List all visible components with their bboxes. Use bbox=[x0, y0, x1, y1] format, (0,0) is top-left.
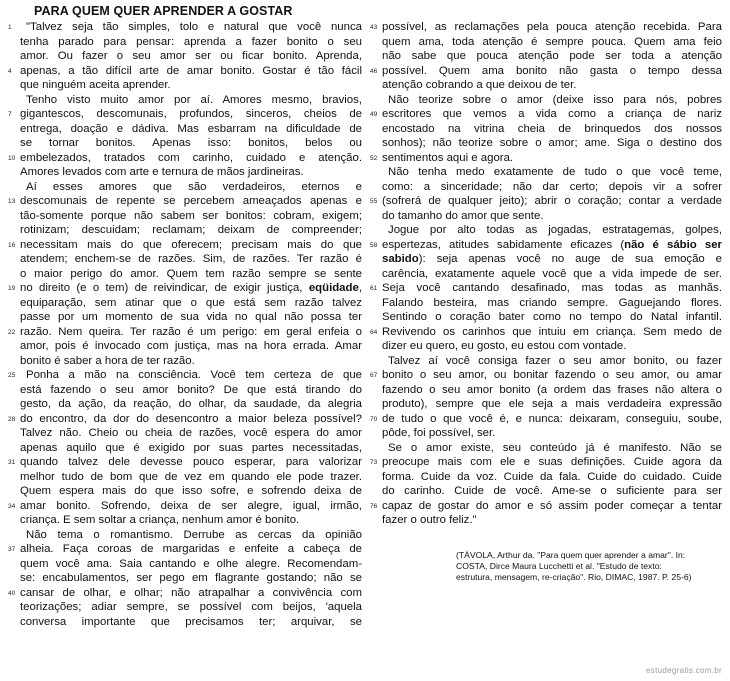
text-line bbox=[8, 542, 362, 557]
text-line bbox=[370, 209, 722, 224]
line-number: 37 bbox=[8, 546, 16, 553]
line-number: 1 bbox=[8, 24, 12, 31]
text-line bbox=[8, 310, 362, 325]
citation-line: estrutura, mensagem, re-criação". Rio, DIMAC, 1987. P. 25-6) bbox=[456, 572, 692, 582]
line-text: cansar de olhar, e olhar; não atrapalhar a convivência com bbox=[20, 586, 362, 599]
line-text: embelezados, tratados com carinho, cuidado e atenção. bbox=[20, 151, 362, 164]
text-line bbox=[8, 600, 362, 615]
text-line bbox=[370, 441, 722, 456]
text-line bbox=[8, 397, 362, 412]
line-number: 28 bbox=[8, 415, 16, 423]
text-line bbox=[370, 354, 722, 369]
line-text: rotinizam; descuidam; reclamam; deixam de compreender; bbox=[20, 224, 362, 236]
line-number: 55 bbox=[370, 198, 378, 205]
text-line bbox=[370, 470, 722, 485]
line-number: 52 bbox=[370, 154, 378, 162]
line-number: 61 bbox=[370, 285, 378, 292]
line-text: gigantescos, descomunais, profundos, sinceros, cheios de bbox=[20, 108, 362, 120]
text-line bbox=[8, 281, 362, 296]
line-text: atendem; enchem-se de razões. Sim, de razões. Ter razão é bbox=[20, 253, 362, 265]
line-text: quem você ama. Saia cantando e olhe alegre. Recomendam- bbox=[20, 557, 362, 570]
line-text: Aí esses amores que são verdadeiros, eternos e bbox=[26, 180, 362, 193]
text-line bbox=[370, 180, 722, 195]
line-text: sonhos); não teorize sobre o amor; ame. Siga o destino dos bbox=[382, 137, 722, 149]
line-text: passe por um momento de sua vida no qual não possa ter bbox=[20, 311, 362, 323]
text-line bbox=[370, 107, 722, 122]
text-line bbox=[8, 122, 362, 137]
text-line bbox=[370, 310, 722, 325]
text-line bbox=[8, 484, 362, 499]
text-line bbox=[8, 64, 362, 79]
text-line bbox=[8, 513, 362, 528]
line-text: Falando besteira, mas criando sempre. Gaguejando flores. bbox=[382, 296, 722, 309]
line-number: 34 bbox=[8, 502, 16, 510]
line-text: sabido): seja apenas você no auge de sua emoção e bbox=[382, 253, 722, 265]
line-text: bonito é saber a hora de ter razão. bbox=[20, 354, 195, 367]
text-line bbox=[8, 412, 362, 427]
line-text: pôde, foi possível, ser. bbox=[382, 427, 496, 439]
text-line bbox=[8, 615, 362, 630]
text-line bbox=[8, 470, 362, 485]
text-line bbox=[8, 528, 362, 543]
line-text: possível. Quem ama bonito não gasta o tempo dessa bbox=[382, 64, 722, 77]
line-text: criança. E sem soltar a criança, nenhum amor é bonito. bbox=[20, 514, 300, 526]
text-line bbox=[370, 484, 722, 499]
line-text: está fazendo o seu amor bonito? De que está tirando do bbox=[20, 383, 362, 396]
left-text-column bbox=[8, 20, 362, 629]
text-line bbox=[8, 383, 362, 398]
text-line bbox=[8, 368, 362, 383]
line-text: capaz de gostar do amor e só assim poder começar a tentar bbox=[382, 499, 722, 512]
line-number: 46 bbox=[370, 67, 378, 75]
line-number: 64 bbox=[370, 328, 378, 336]
line-text: escritores que vemos a vida como a criança de nariz bbox=[382, 108, 722, 120]
line-number: 25 bbox=[8, 372, 16, 379]
line-number: 43 bbox=[370, 24, 378, 31]
text-line bbox=[8, 49, 362, 64]
text-line bbox=[370, 238, 722, 253]
line-text: possível, as reclamações pela pouca atenção recebida. Para bbox=[382, 21, 722, 33]
text-line bbox=[8, 325, 362, 340]
line-text: (sofrerá de qualquer jeito); abrir o coração; contar a verdade bbox=[382, 195, 722, 207]
line-text: bonito o seu amor, ou bonitar fazendo o seu amor, ou amar bbox=[382, 369, 722, 381]
line-text: não sabe que pouca atenção pode ser toda a atenção bbox=[382, 50, 722, 62]
line-number: 13 bbox=[8, 198, 16, 205]
line-text: tenha parado para pensar: aprenda a fazer bonito o seu bbox=[20, 35, 362, 48]
line-text: Não tenha medo exatamente de tudo o que você teme, bbox=[388, 166, 722, 178]
text-line bbox=[370, 49, 722, 64]
line-text: gesto, da ação, da reação, do olhar, da saudade, da alegria bbox=[20, 398, 362, 410]
text-line bbox=[8, 571, 362, 586]
line-text: do tamanho do amor que sente. bbox=[382, 209, 544, 222]
line-text: apenas, a tão difícil arte de amar bonito. Gostar é tão fácil bbox=[20, 64, 362, 77]
text-line bbox=[370, 383, 722, 398]
line-number: 19 bbox=[8, 285, 16, 292]
text-line bbox=[8, 354, 362, 369]
line-text: entrega, doação e dádiva. Mas esbarram na dificuldade de bbox=[20, 122, 362, 135]
text-line bbox=[8, 455, 362, 470]
line-number: 10 bbox=[8, 154, 16, 162]
text-line bbox=[370, 194, 722, 209]
text-line bbox=[8, 586, 362, 601]
text-line bbox=[8, 151, 362, 166]
line-text: como: a sinceridade; não dar certo; depois vir a sofrer bbox=[382, 180, 722, 193]
text-line bbox=[370, 339, 722, 354]
text-line bbox=[370, 368, 722, 383]
line-text: Tenho visto muito amor por aí. Amores mesmo, bravios, bbox=[26, 93, 362, 106]
line-text: conversa importante que precisamos ter; arquivar, se bbox=[20, 615, 362, 628]
text-line bbox=[8, 35, 362, 50]
line-text: necessitam mais do que oferecem; precisam mais do que bbox=[20, 238, 362, 251]
line-text: de tudo o que você é, e nunca: deixaram, conseguiu, soube, bbox=[382, 412, 722, 425]
line-text: que ninguém aceita aprender. bbox=[20, 79, 171, 91]
line-number: 67 bbox=[370, 372, 378, 379]
line-text: Sentindo o coração bater como no tempo do Natal infantil. bbox=[382, 311, 722, 323]
line-number: 58 bbox=[370, 241, 378, 249]
line-number: 22 bbox=[8, 328, 16, 336]
text-line bbox=[8, 339, 362, 354]
line-text: Talvez não. Cheio ou cheia de razões, você espera do amor bbox=[20, 427, 362, 439]
line-text: Não tema o romantismo. Derrube as cercas da opinião bbox=[26, 528, 362, 541]
line-text: se: encabulamentos, ser pego em flagrante gostando; não se bbox=[20, 572, 362, 584]
text-line bbox=[8, 223, 362, 238]
text-line bbox=[370, 151, 722, 166]
text-line bbox=[8, 238, 362, 253]
line-text: quem ama, toda atenção é sempre pouca. Quem ama feio bbox=[382, 35, 722, 48]
line-text: Seja você cantando desafinado, mas todas as manhãs. bbox=[382, 282, 722, 294]
text-line bbox=[370, 78, 722, 93]
text-line bbox=[370, 267, 722, 282]
text-line bbox=[370, 252, 722, 267]
text-line bbox=[370, 93, 722, 108]
text-line bbox=[370, 64, 722, 79]
document-title: PARA QUEM QUER APRENDER A GOSTAR bbox=[34, 4, 293, 18]
line-text: encostado na vitrina cheia de brinquedos dos nossos bbox=[382, 122, 722, 135]
line-text: produto), sempre que ele seja a mais verdadeira expressão bbox=[382, 398, 722, 410]
line-text: Quem espera mais do que isso sofre, e sofrendo deixa de bbox=[20, 485, 362, 497]
text-line bbox=[8, 252, 362, 267]
citation-line: (TÁVOLA, Arthur da. "Para quem quer aprender a amar". In: bbox=[456, 550, 686, 560]
text-line bbox=[8, 267, 362, 282]
line-text: equiparação, sem atinar que o que está sem razão talvez bbox=[20, 296, 362, 309]
line-number: 73 bbox=[370, 459, 378, 466]
line-text: do carinho. Cuide de você. Ame-se o suficiente para ser bbox=[382, 485, 722, 497]
line-number: 40 bbox=[8, 589, 16, 597]
line-text: fazer o outro feliz." bbox=[382, 514, 477, 526]
text-line bbox=[8, 93, 362, 108]
line-text: quando talvez dele devesse pouco esperar, para valorizar bbox=[20, 456, 362, 468]
line-text: razão. Nem queira. Ter razão é um perigo: em geral enfeia o bbox=[20, 325, 362, 338]
line-text: o maior perigo do amor. Quem tem razão sempre se sente bbox=[20, 267, 362, 280]
line-text: alheia. Faça coroas de margaridas e enfeite a cabeça de bbox=[20, 543, 362, 555]
line-text: do encontro, da dor do desencontro a maior beleza possível? bbox=[20, 412, 362, 425]
text-line bbox=[8, 441, 362, 456]
line-text: Amores levados com arte e ternura de mãos jardineiras. bbox=[20, 166, 304, 178]
text-line bbox=[370, 397, 722, 412]
line-number: 49 bbox=[370, 111, 378, 118]
line-text: preocupe mais com ele e suas definições. Cuide agora da bbox=[382, 456, 722, 468]
text-line bbox=[370, 35, 722, 50]
line-text: melhor tudo de bom que de vez em quando ele pode trazer. bbox=[20, 470, 362, 483]
line-text: no direito (e o tem) de reivindicar, de exigir justiça, eqüidade, bbox=[20, 282, 362, 294]
text-line bbox=[370, 455, 722, 470]
line-text: Não teorize sobre o amor (deixe isso para nós, pobres bbox=[388, 93, 722, 106]
text-line bbox=[370, 296, 722, 311]
line-text: se tornar bonitos. Apenas isso: bonitos, belos ou bbox=[20, 137, 362, 149]
text-line bbox=[370, 122, 722, 137]
line-text: forma. Cuide da voz. Cuide da fala. Cuide do cuidado. Cuide bbox=[382, 470, 722, 483]
line-text: amar bonito. Sofrendo, deixa de ser alegre, igual, irmão, bbox=[20, 499, 362, 512]
line-text: fazendo o seu amor bonito (a ordem das frases não altera o bbox=[382, 383, 722, 396]
line-text: descomunais de repente se percebem ameaçados apenas e bbox=[20, 195, 362, 207]
line-text: tão-somente porque não sabem ser bonitos: cobram, exigem; bbox=[20, 209, 362, 222]
text-line bbox=[8, 78, 362, 93]
text-line bbox=[370, 325, 722, 340]
text-line bbox=[370, 513, 722, 528]
text-line bbox=[370, 281, 722, 296]
line-number: 4 bbox=[8, 67, 12, 75]
text-line bbox=[8, 136, 362, 151]
line-text: atenção cobrando a que deixou de ter. bbox=[382, 79, 577, 91]
text-line bbox=[8, 426, 362, 441]
line-text: teorizações; adiar sempre, se possível com beijos, 'aquela bbox=[20, 601, 362, 613]
line-text: Talvez aí você consiga fazer o seu amor bonito, ou fazer bbox=[388, 354, 722, 367]
line-text: Ponha a mão na consciência. Você tem certeza de que bbox=[26, 369, 362, 381]
line-text: sentimentos aqui e agora. bbox=[382, 151, 514, 164]
line-text: Revivendo os carinhos que intuiu em criança. Sem medo de bbox=[382, 325, 722, 338]
text-line bbox=[370, 412, 722, 427]
text-line bbox=[370, 223, 722, 238]
line-text: dizer eu quero, eu gosto, eu estou com vontade. bbox=[382, 340, 627, 352]
text-line bbox=[8, 107, 362, 122]
line-text: carência, exatamente aquele você que a vida impede de ser. bbox=[382, 267, 722, 280]
text-line bbox=[370, 499, 722, 514]
line-number: 7 bbox=[8, 111, 12, 118]
line-number: 16 bbox=[8, 241, 16, 249]
text-line bbox=[370, 165, 722, 180]
text-line bbox=[8, 499, 362, 514]
citation-block bbox=[440, 550, 718, 583]
text-line bbox=[8, 194, 362, 209]
text-line bbox=[370, 426, 722, 441]
line-text: Se o amor existe, seu conteúdo já é manifesto. Não se bbox=[388, 441, 722, 454]
line-text: amor. Ou fazer o seu amor ser ou ficar bonito. Aprenda, bbox=[20, 50, 362, 62]
line-text: apenas aquilo que é exigido por suas partes necessitadas, bbox=[20, 441, 362, 454]
line-text: "Talvez seja tão simples, tolo e natural que você nunca bbox=[26, 21, 362, 33]
text-line bbox=[370, 136, 722, 151]
text-line bbox=[8, 557, 362, 572]
text-line bbox=[8, 296, 362, 311]
line-text: Jogue por alto todas as jogadas, estratagemas, golpes, bbox=[388, 224, 722, 236]
line-number: 31 bbox=[8, 459, 16, 466]
text-line bbox=[8, 180, 362, 195]
line-text: espertezas, atitudes sabidamente eficazes (não é sábio ser bbox=[382, 238, 722, 251]
text-line bbox=[8, 20, 362, 35]
site-watermark: estudegratis.com.br bbox=[646, 666, 722, 675]
line-text: amor, pois é invocado com justiça, mas na hora errada. Amar bbox=[20, 340, 362, 352]
right-text-column bbox=[370, 20, 722, 528]
line-number: 70 bbox=[370, 415, 378, 423]
text-line bbox=[8, 209, 362, 224]
text-line bbox=[370, 20, 722, 35]
citation-line: COSTA, Dirce Maura Lucchetti et al. "Estudo de texto: bbox=[456, 561, 662, 571]
line-number: 76 bbox=[370, 502, 378, 510]
text-line bbox=[8, 165, 362, 180]
